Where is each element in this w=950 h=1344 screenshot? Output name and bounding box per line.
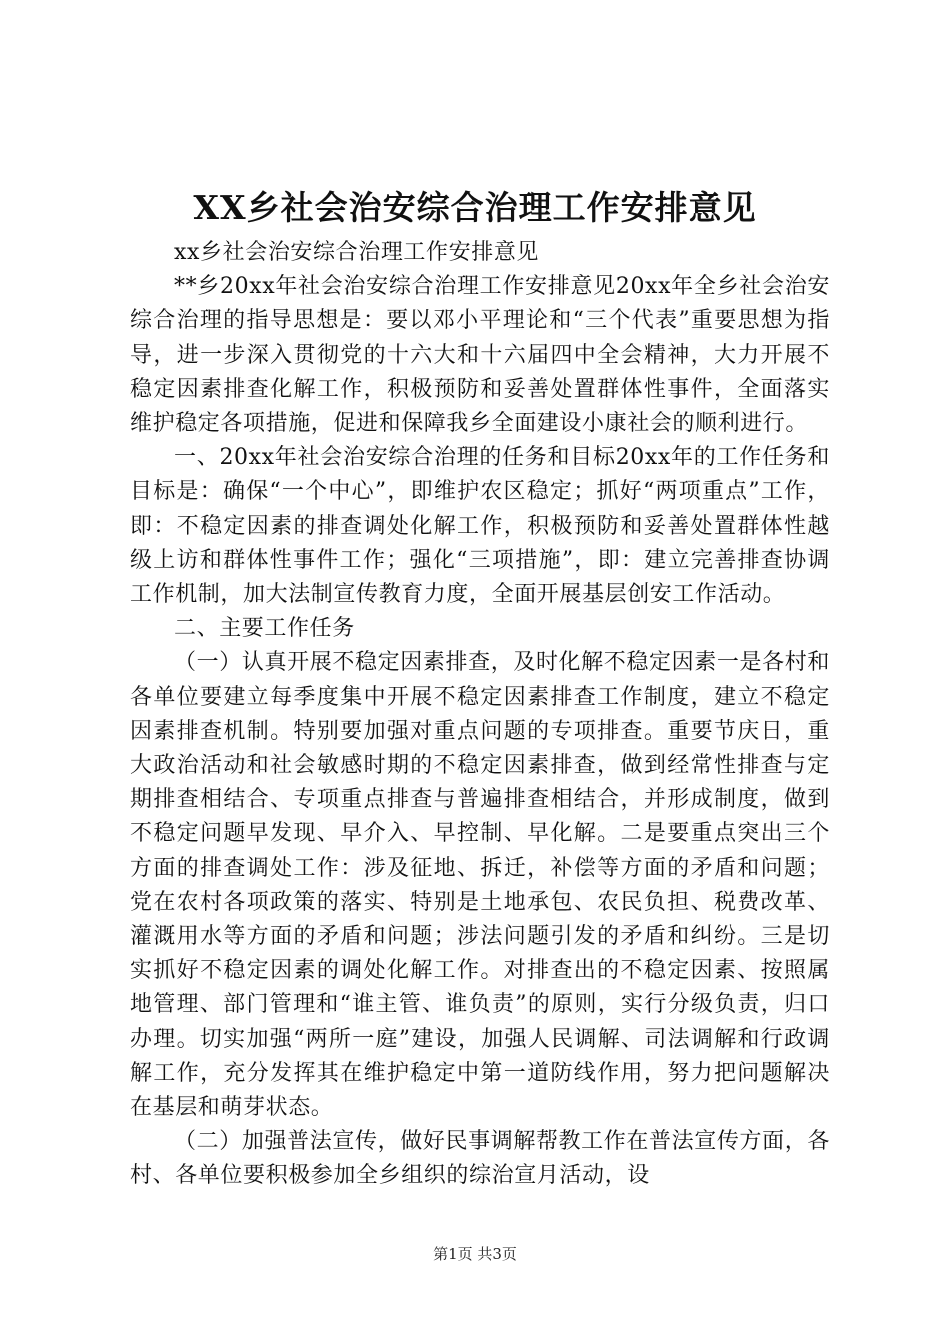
paragraph-tasks-and-goals: 一、20xx年社会治安综合治理的任务和目标20xx年的工作任务和目标是：确保“一个中心”，即维护农区稳定；抓好“两项重点”工作，即：不稳定因素的排查调处化解工作，积极预防和妥善处置群体性越级上访和群体性事件工作；强化“三项措施”，即：建立完善排查协调工作机制，加大法制宣传教育力度，全面开展基层创安工作活动。: [130, 445, 830, 608]
paragraph-guiding-ideology: **乡20xx年社会治安综合治理工作安排意见20xx年全乡社会治安综合治理的指导思想是：要以邓小平理论和“三个代表”重要思想为指导，进一步深入贯彻党的十六大和十六届四中全会精神，大力开展不稳定因素排查化解工作，积极预防和妥善处置群体性事件，全面落实维护稳定各项措施，促进和保障我乡全面建设小康社会的顺利进行。: [130, 274, 830, 437]
paragraph-item-two: （二）加强普法宣传，做好民事调解帮教工作在普法宣传方面，各村、各单位要积极参加全乡组织的综治宣月活动，设: [130, 1129, 830, 1189]
document-body: [130, 236, 830, 1194]
paragraph-section-heading: 二、主要工作任务: [174, 616, 355, 642]
paragraph-subtitle: xx乡社会治安综合治理工作安排意见: [174, 240, 540, 265]
page-number-footer: 第1页 共3页: [433, 1245, 517, 1263]
paragraph-item-one: （一）认真开展不稳定因素排查，及时化解不稳定因素一是各村和各单位要建立每季度集中开展不稳定因素排查工作制度，建立不稳定因素排查机制。特别要加强对重点问题的专项排查。重要节庆日，重大政治活动和社会敏感时期的不稳定因素排查，做到经常性排查与定期排查相结合、专项重点排查与普遍排查相结合，并形成制度，做到不稳定问题早发现、早介入、早控制、早化解。二是要重点突出三个方面的排查调处工作：涉及征地、拆迁，补偿等方面的矛盾和问题；党在农村各项政策的落实、特别是土地承包、农民负担、税费改革、灌溉用水等方面的矛盾和问题；涉法问题引发的矛盾和纠纷。三是切实抓好不稳定因素的调处化解工作。对排查出的不稳定因素、按照属地管理、部门管理和“谁主管、谁负责”的原则，实行分级负责，归口办理。切实加强“两所一庭”建设，加强人民调解、司法调解和行政调解工作，充分发挥其在维护稳定中第一道防线作用，努力把问题解决在基层和萌芽状态。: [130, 650, 830, 1121]
document-title: XX乡社会治安综合治理工作安排意见: [193, 188, 757, 227]
